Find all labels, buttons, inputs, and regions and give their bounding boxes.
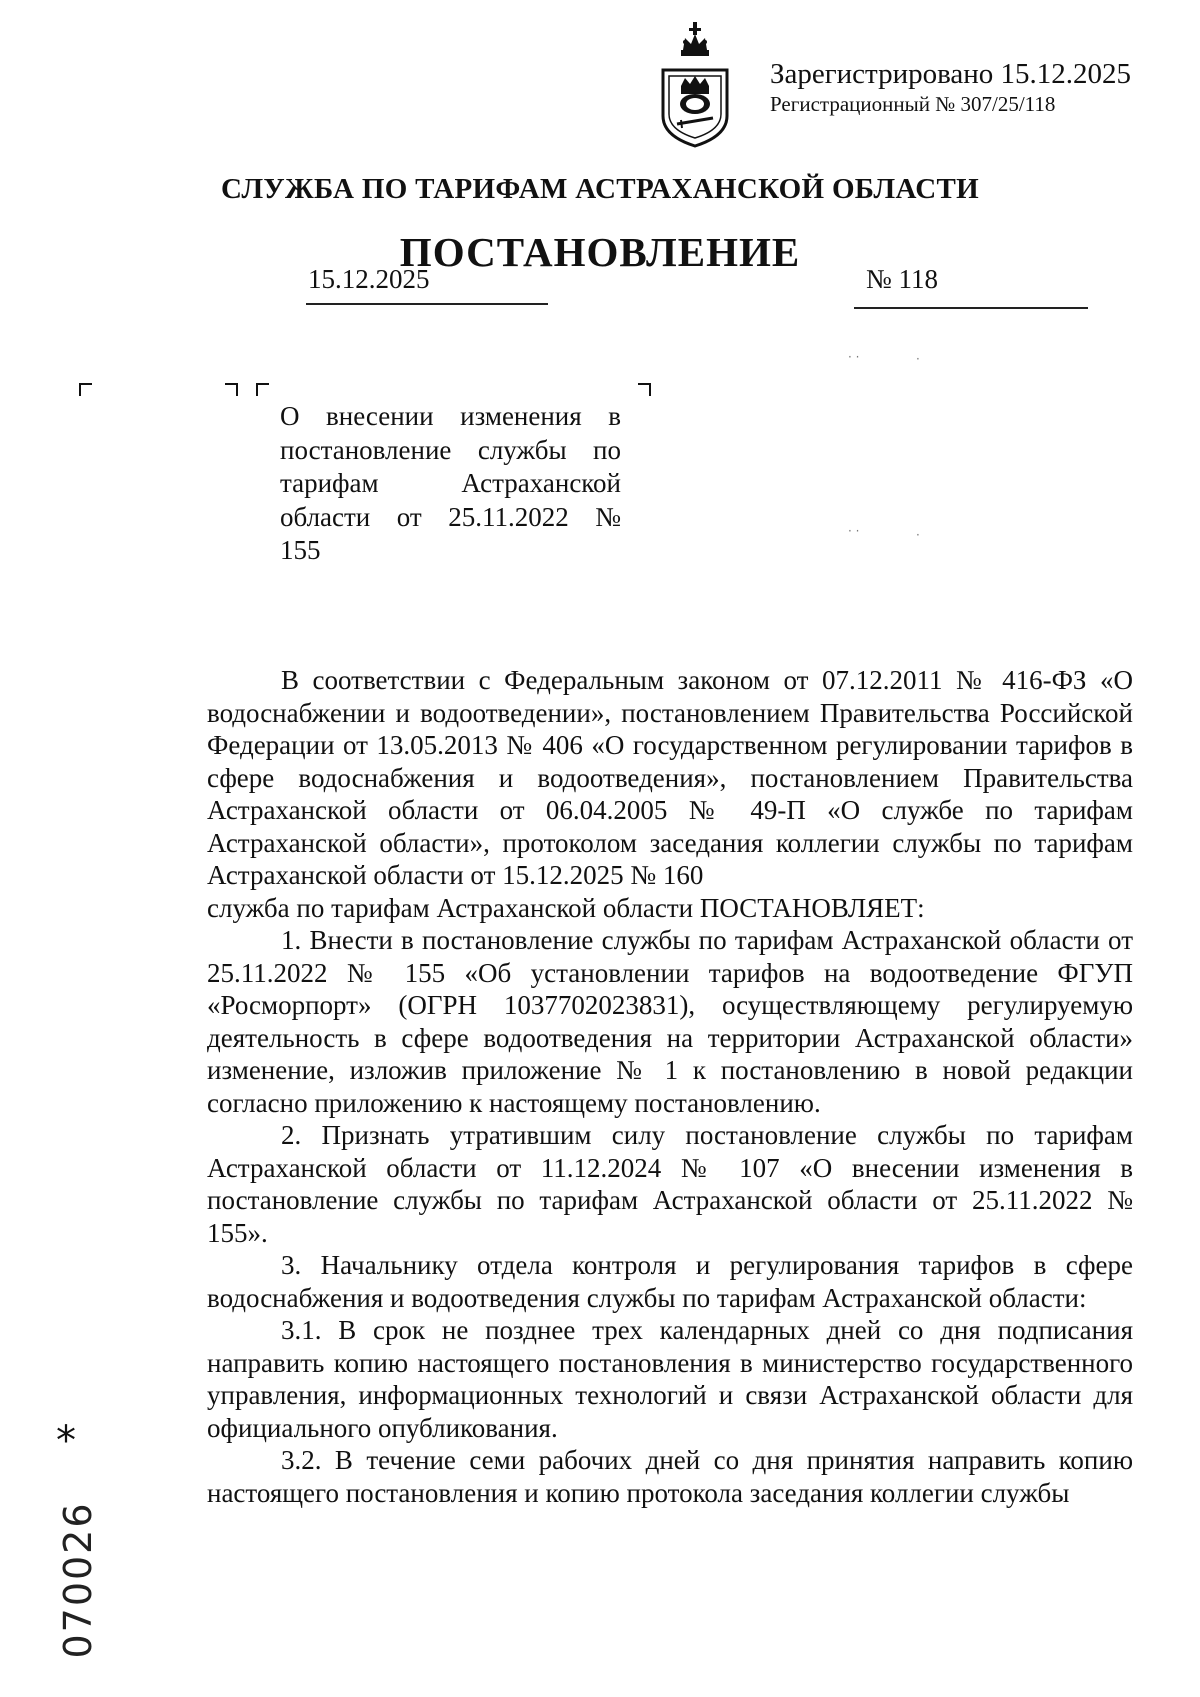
corner-mark [79, 383, 92, 396]
item-1-paragraph: 1. Внести в постановление службы по тарифам Астраханской области от 25.11.2022 № 155 «Об установлении тарифов на водоотведение ФГУП «Росморпорт» (ОГРН 1037702023831), осуществляющему регулируемую деятельность в сфере водоотведения на территории Астраханской области» изменение, изложив приложение № 1 к постановлению в новой редакции согласно приложению к настоящему постановлению. [207, 925, 1133, 1118]
item-3-2-paragraph: 3.2. В течение семи рабочих дней со дня принятия направить копию настоящего постановления и копию протокола заседания коллегии службы [207, 1445, 1133, 1508]
document-number: № 118 [866, 264, 939, 294]
margin-asterisk: * [56, 1418, 76, 1464]
corner-mark [638, 383, 651, 396]
registration-date: Зарегистрировано 15.12.2025 [770, 58, 1132, 90]
agency-name: СЛУЖБА ПО ТАРИФАМ АСТРАХАНСКОЙ ОБЛАСТИ [220, 173, 980, 205]
scan-speck: · · [848, 350, 860, 364]
document-type: ПОСТАНОВЛЕНИЕ [399, 229, 801, 275]
subject-line: постановление службы по [280, 434, 621, 465]
document-subject [280, 400, 621, 568]
resolution-clause: служба по тарифам Астраханской области ПОСТАНОВЛЯЕТ: [207, 892, 925, 923]
subject-line: тарифам Астраханской [280, 468, 621, 498]
scan-speck: · · [848, 524, 860, 538]
item-3-1-paragraph: 3.1. В срок не позднее трех календарных дней со дня подписания направить копию настоящего постановления в министерство государственного управления, информационных технологий и связи Астраханской области для официального опубликования. [207, 1315, 1133, 1443]
subject-line: О внесении изменения в [280, 401, 621, 431]
date-underline [306, 303, 548, 305]
item-3-paragraph: 3. Начальнику отдела контроля и регулирования тарифов в сфере водоснабжения и водоотведения службы по тарифам Астраханской области: [207, 1250, 1133, 1313]
subject-line: 155 [280, 535, 321, 565]
document-date: 15.12.2025 [308, 264, 430, 294]
document-body [207, 664, 1133, 1509]
scan-speck: · [916, 352, 920, 366]
registration-number: Регистрационный № 307/25/118 [770, 92, 1056, 116]
subject-line: области от 25.11.2022 № [280, 501, 621, 532]
item-2-paragraph: 2. Признать утратившим силу постановление службы по тарифам Астраханской области от 11.12.2024 № 107 «О внесении изменения в постановление службы по тарифам Астраханской области от 25.11.2022 № 155». [207, 1120, 1133, 1248]
corner-mark [225, 383, 238, 396]
margin-code: 070026 [56, 1501, 100, 1659]
preamble-paragraph: В соответствии с Федеральным законом от 07.12.2011 № 416-ФЗ «О водоснабжении и водоотведении», постановлением Правительства Российской Федерации от 13.05.2013 № 406 «О государственном регулировании тарифов в сфере водоснабжения и водоотведения», постановлением Правительства Астраханской области от 06.04.2005 № 49-П «О службе по тарифам Астраханской области», протоколом заседания коллегии службы по тарифам Астраханской области от 15.12.2025 № 160 [207, 665, 1133, 890]
number-underline [854, 307, 1088, 309]
corner-mark [256, 383, 269, 396]
scan-speck: · [916, 528, 920, 542]
coat-of-arms-icon [655, 20, 735, 150]
